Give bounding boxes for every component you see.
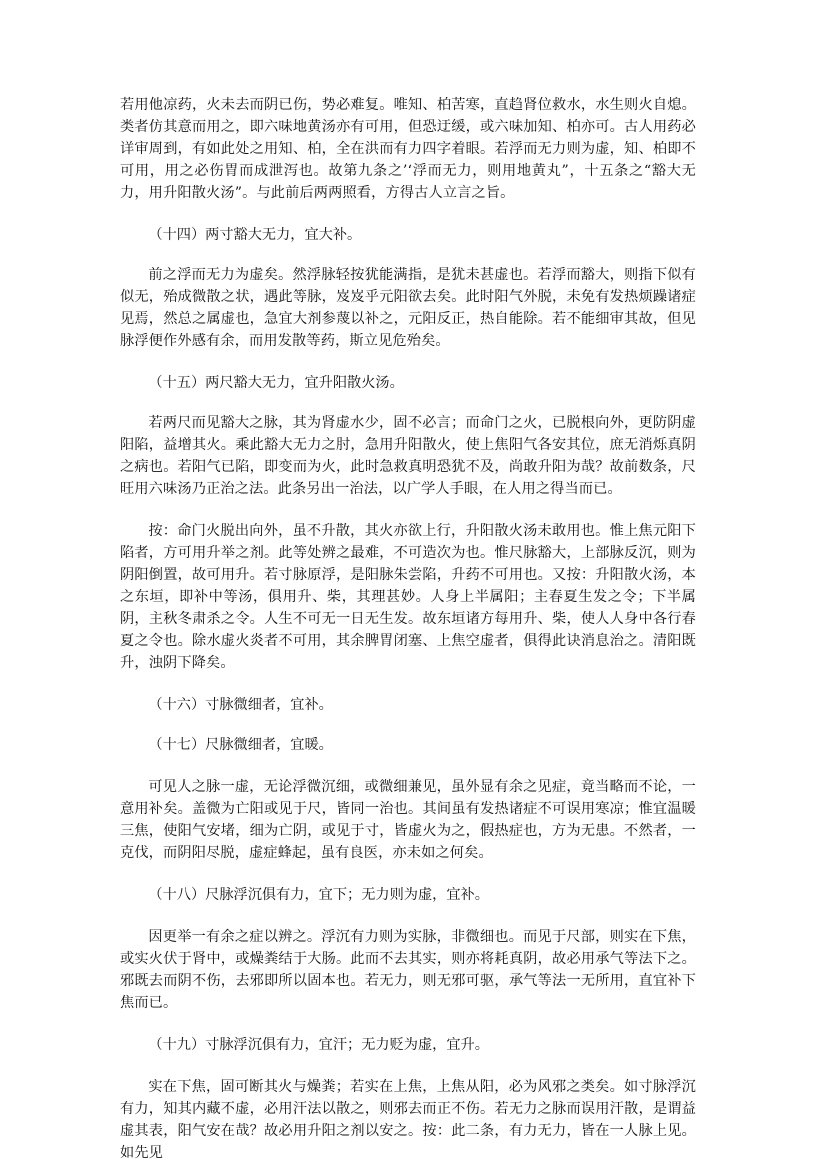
paragraph-14: 前之浮而无力为虚矣。然浮脉轻按犹能满指，是犹未甚虚也。若浮而豁大，则指下似有似无，殆成微散之状，遇此等脉，岌岌乎元阳欲去矣。此时阳气外脱，未免有发热烦躁诸症见焉，然总之属虚也，急宜大剂参蔑以补之，元阳反正，热自能除。若不能细审其故，但见脉浮便作外感有余，而用发散等药，斯立见危殆矣。 bbox=[120, 267, 696, 349]
section-heading-19: （十九）寸脉浮沉俱有力，宜汗；无力贬为虚，宜升。 bbox=[148, 1037, 489, 1053]
paragraph-continuation: 若用他凉药，火未去而阴已伤，势必难复。唯知、柏苦寒，直趋肾位救水，水生则火自熄。类者仿其意而用之，即六味地黄汤亦有可用，但恐迂缓，或六味加知、柏亦可。古人用药必详审周到，有如此处之用知、柏，全在洪而有力四字着眼。若浮而无力则为虚，知、柏即不可用，用之必伤胃而成泄泻也。故第九条之’‘浮而无力，则用地黄丸”，十五条之“豁大无力，用升阳散火汤”。与此前后两两照看，方得古人立言之旨。 bbox=[120, 97, 696, 201]
paragraph-15-note: 按：命门火脱出向外，虽不升散，其火亦欲上行，升阳散火汤未敢用也。惟上焦元阳下陷者，方可用升举之剂。此等处辨之最难，不可造次为也。惟尺脉豁大，上部脉反沉，则为阴阳倒置，故可用升。若寸脉原浮，是阳脉朱尝陷，升药不可用也。又按：升阳散火汤，本之东垣，即补中等汤，俱用升、柴，其理甚妙。人身上半属阳；主春夏生发之令；下半属阴，主秋冬肃杀之令。人生不可无一日无生发。故东垣诸方每用升、柴，使人人身中各行春夏之令也。除水虚火炎者不可用，其余脾胃闭塞、上焦空虚者，俱得此诀消息治之。清阳既升，浊阴下降矣。 bbox=[120, 523, 696, 671]
paragraph-17: 可见人之脉一虚，无论浮微沉细，或微细兼见，虽外显有余之见症，竟当略而不论，一意用补矣。盖微为亡阳或见于尺，皆同一治也。其间虽有发热诸症不可误用寒凉；惟宜温暖三焦，使阳气安堵，细为亡阴，或见于寸，皆虚火为之，假热症也，方为无患。不然者，一克伐，而阴阳尽脱，虚症蜂起，虽有良医，亦未如之何矣。 bbox=[120, 779, 696, 861]
section-heading-15: （十五）两尺豁大无力，宜升阳散火汤。 bbox=[148, 375, 404, 391]
section-heading-16: （十六）寸脉微细者，宜补。 bbox=[148, 697, 333, 713]
section-heading-14: （十四）两寸豁大无力，宜大补。 bbox=[148, 227, 362, 243]
section-heading-18: （十八）尺脉浮沉俱有力，宜下；无力则为虚，宜补。 bbox=[148, 887, 489, 903]
document-page bbox=[120, 94, 696, 1164]
paragraph-19: 实在下焦，固可断其火与燥粪；若实在上焦，上焦从阳，必为风邪之类矣。如寸脉浮沉有力，知其内藏不虚，必用汗法以散之，则邪去而正不伤。若无力之脉而误用汗散，是谓益虚其表，阳气安在哉？故必用升阳之剂以安之。按：此二条，有力无力，皆在一人脉上见。如先见 bbox=[120, 1079, 696, 1161]
paragraph-18: 因更举一有余之症以辨之。浮沉有力则为实脉，非微细也。而见于尺部，则实在下焦，或实火伏于肾中，或燥粪结于大肠。此而不去其实，则亦将耗真阴，故必用承气等法下之。邪既去而阴不伤，去邪即所以固本也。若无力，则无邪可驱，承气等法一无所用，直宜补下焦而已。 bbox=[120, 929, 696, 1011]
paragraph-15: 若两尺而见豁大之脉，其为肾虚水少，固不必言；而命门之火，已脱根向外，更防阴虚阳陷，益增其火。乘此豁大无力之肘，急用升阳散火，使上焦阳气各安其位，庶无消烁真阴之病也。若阳气已陷，即变而为火，此时急救真明恐犹不及，尚敢升阳为哉？故前数条，尺旺用六味汤乃正治之法。此条另出一治法，以广学人手眼，在人用之得当而已。 bbox=[120, 415, 696, 497]
section-heading-17: （十七）尺脉微细者，宜暖。 bbox=[148, 737, 333, 753]
